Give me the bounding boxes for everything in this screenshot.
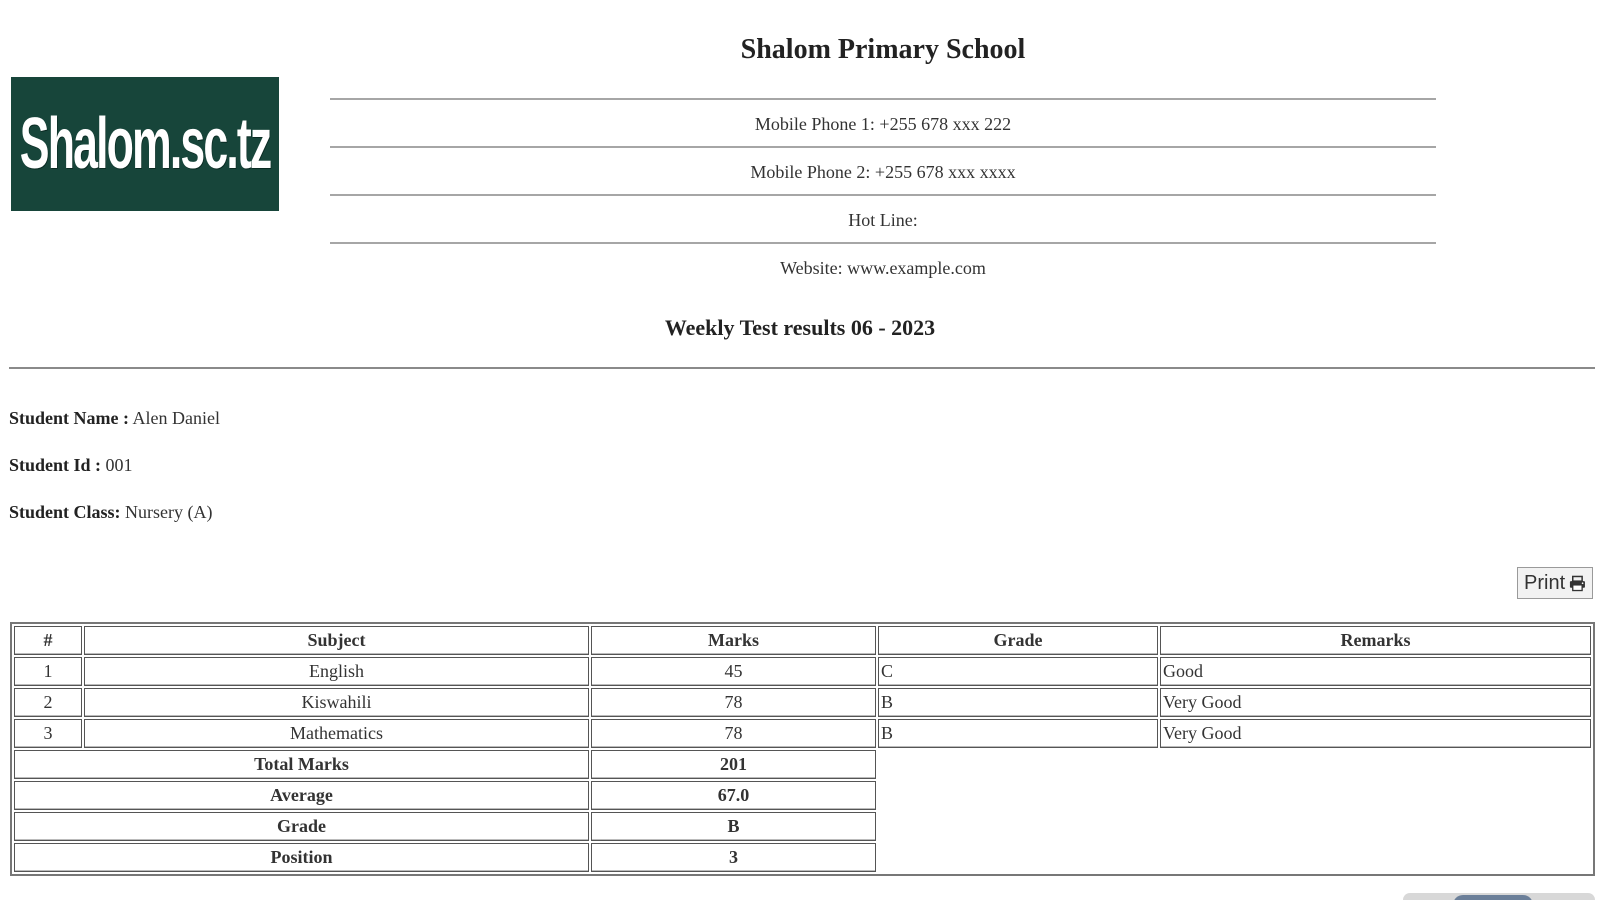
row-marks: 45 — [591, 657, 876, 686]
logo-text: Shalom.sc.tz — [19, 104, 271, 184]
student-class-line — [9, 502, 213, 523]
header-marks: Marks — [591, 626, 876, 655]
row-remarks: Very Good — [1160, 688, 1591, 717]
summary-value: 201 — [591, 750, 876, 779]
school-name: Shalom Primary School — [740, 34, 1026, 65]
contact-mobile-1: Mobile Phone 1: +255 678 xxx 222 — [330, 98, 1436, 146]
row-remarks: Good — [1160, 657, 1591, 686]
row-num: 1 — [14, 657, 82, 686]
printer-icon — [1569, 575, 1586, 592]
header-subject: Subject — [84, 626, 589, 655]
table-row — [14, 688, 1591, 717]
header-num: # — [14, 626, 82, 655]
row-marks: 78 — [591, 688, 876, 717]
summary-label: Position — [14, 843, 589, 872]
bottom-decoration — [1403, 893, 1595, 900]
summary-value: 3 — [591, 843, 876, 872]
table-row — [14, 657, 1591, 686]
print-button[interactable] — [1517, 567, 1593, 599]
table-header-row — [14, 626, 1591, 655]
student-id-value: 001 — [101, 455, 133, 475]
header-grade: Grade — [878, 626, 1158, 655]
row-marks: 78 — [591, 719, 876, 748]
row-remarks: Very Good — [1160, 719, 1591, 748]
student-id-line — [9, 455, 133, 476]
row-subject: Mathematics — [84, 719, 589, 748]
row-subject: Kiswahili — [84, 688, 589, 717]
student-name-label: Student Name : — [9, 408, 129, 428]
row-subject: English — [84, 657, 589, 686]
summary-label: Average — [14, 781, 589, 810]
summary-value: 67.0 — [591, 781, 876, 810]
header-remarks: Remarks — [1160, 626, 1591, 655]
summary-value: B — [591, 812, 876, 841]
contact-mobile-2: Mobile Phone 2: +255 678 xxx xxxx — [330, 146, 1436, 194]
student-name-value: Alen Daniel — [129, 408, 220, 428]
student-class-value: Nursery (A) — [120, 502, 213, 522]
contact-block — [330, 98, 1436, 290]
report-title: Weekly Test results 06 - 2023 — [664, 315, 936, 340]
row-grade: C — [878, 657, 1158, 686]
summary-blank — [878, 750, 1591, 872]
student-name-line — [9, 408, 220, 429]
row-num: 3 — [14, 719, 82, 748]
results-table — [10, 622, 1595, 876]
divider — [9, 367, 1595, 369]
summary-label: Total Marks — [14, 750, 589, 779]
summary-row-total — [14, 750, 1591, 779]
summary-label: Grade — [14, 812, 589, 841]
row-grade: B — [878, 688, 1158, 717]
contact-hotline: Hot Line: — [330, 194, 1436, 242]
row-num: 2 — [14, 688, 82, 717]
contact-website: Website: www.example.com — [330, 242, 1436, 290]
student-class-label: Student Class: — [9, 502, 121, 522]
student-id-label: Student Id : — [9, 455, 102, 475]
print-button-label: Print — [1524, 571, 1566, 594]
school-logo — [11, 77, 279, 211]
row-grade: B — [878, 719, 1158, 748]
table-row — [14, 719, 1591, 748]
